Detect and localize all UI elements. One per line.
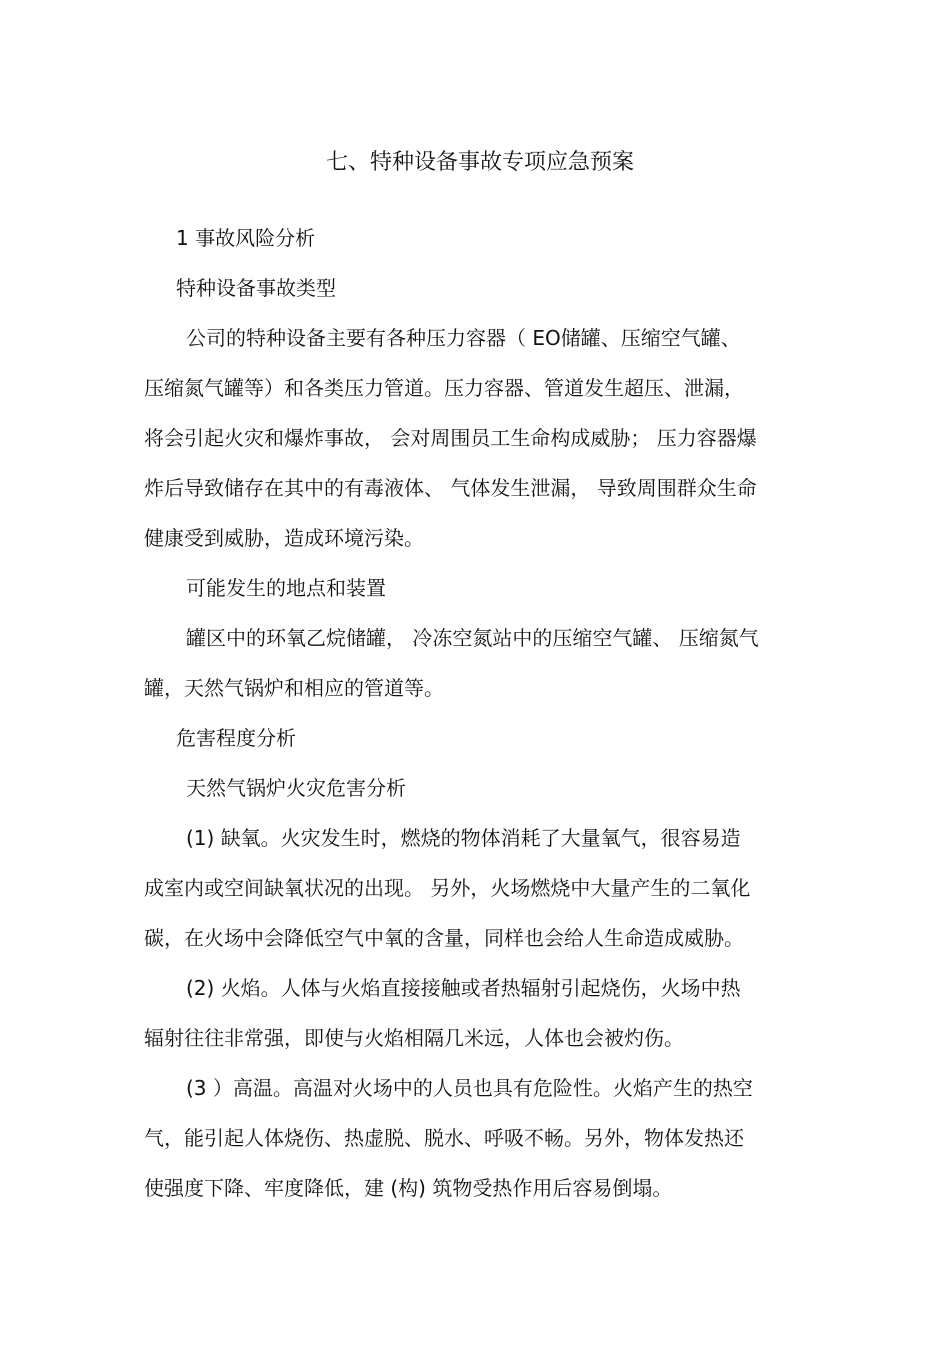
paragraph-line: 炸后导致储存在其中的有毒液体、 气体发生泄漏， 导致周围群众生命 (144, 476, 757, 500)
paragraph-line: (2) 火焰。人体与火焰直接接触或者热辐射引起烧伤，火场中热 (186, 976, 741, 1000)
paragraph-line: 健康受到威胁，造成环境污染。 (144, 526, 424, 550)
paragraph-line: 公司的特种设备主要有各种压力容器（ EO储罐、压缩空气罐、 (186, 326, 741, 350)
paragraph-line: 成室内或空间缺氧状况的出现。 另外，火场燃烧中大量产生的二氧化 (144, 876, 751, 900)
subsection-heading: 特种设备事故类型 (176, 276, 336, 300)
paragraph-line: 气，能引起人体烧伤、热虚脱、脱水、呼吸不畅。另外，物体发热还 (144, 1126, 744, 1150)
paragraph-line: 碳，在火场中会降低空气中氧的含量，同样也会给人生命造成威胁。 (144, 926, 744, 950)
paragraph-line: 使强度下降、牢度降低，建 (构) 筑物受热作用后容易倒塌。 (144, 1176, 673, 1200)
paragraph-line: 将会引起火灾和爆炸事故， 会对周围员工生命构成威胁； 压力容器爆 (144, 426, 757, 450)
section-heading: 1 事故风险分析 (176, 226, 316, 250)
paragraph-line: 压缩氮气罐等）和各类压力管道。压力容器、管道发生超压、泄漏， (144, 376, 744, 400)
paragraph-line: (1) 缺氧。火灾发生时，燃烧的物体消耗了大量氧气，很容易造 (186, 826, 741, 850)
paragraph-line: 罐区中的环氧乙烷储罐， 冷冻空氮站中的压缩空气罐、 压缩氮气 (186, 626, 759, 650)
paragraph-line: (3 ）高温。高温对火场中的人员也具有危险性。火焰产生的热空 (186, 1076, 753, 1100)
paragraph-line: 罐，天然气锅炉和相应的管道等。 (144, 676, 444, 700)
subsection-heading: 危害程度分析 (176, 726, 296, 750)
subsection-heading: 天然气锅炉火灾危害分析 (186, 776, 406, 800)
subsection-heading: 可能发生的地点和装置 (186, 576, 386, 600)
document-title: 七、特种设备事故专项应急预案 (325, 150, 634, 175)
paragraph-line: 辐射往往非常强，即使与火焰相隔几米远，人体也会被灼伤。 (144, 1026, 684, 1050)
